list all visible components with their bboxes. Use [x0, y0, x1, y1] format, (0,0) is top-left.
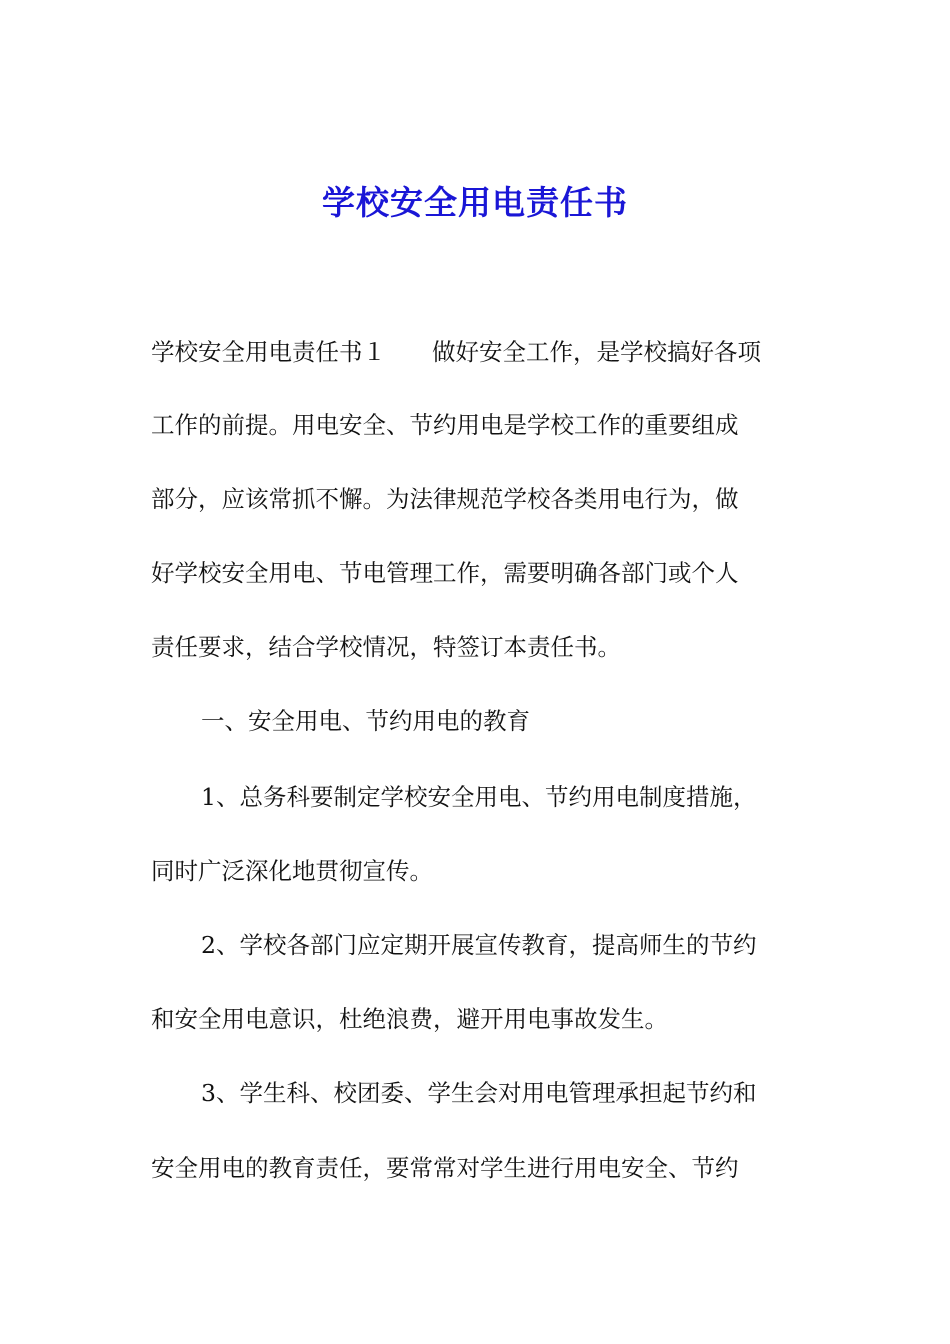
paragraph-line: 工作的前提。用电安全、节约用电是学校工作的重要组成 [151, 411, 739, 439]
list-item-line: 2、学校各部门应定期开展宣传教育，提高师生的节约 [201, 931, 757, 959]
paragraph-line: 责任要求，结合学校情况，特签订本责任书。 [151, 633, 621, 661]
list-item-line: 3、学生科、校团委、学生会对用电管理承担起节约和 [201, 1079, 757, 1107]
paragraph-line: 好学校安全用电、节电管理工作，需要明确各部门或个人 [151, 559, 739, 587]
list-item-line: 安全用电的教育责任，要常常对学生进行用电安全、节约 [151, 1154, 739, 1182]
list-item-line: 同时广泛深化地贯彻宣传。 [151, 857, 433, 885]
document-title: 学校安全用电责任书 [322, 183, 628, 222]
section-heading: 一、安全用电、节约用电的教育 [201, 707, 530, 735]
list-item-line: 和安全用电意识，杜绝浪费，避开用电事故发生。 [151, 1005, 668, 1033]
paragraph-text: 做好安全工作，是学校搞好各项 [432, 338, 761, 366]
paragraph-line [151, 332, 761, 372]
paragraph-line: 部分，应该常抓不懈。为法律规范学校各类用电行为，做 [151, 485, 739, 513]
list-item-line: 1、总务科要制定学校安全用电、节约用电制度措施， [201, 783, 757, 811]
paragraph-heading: 学校安全用电责任书１ [151, 338, 386, 366]
